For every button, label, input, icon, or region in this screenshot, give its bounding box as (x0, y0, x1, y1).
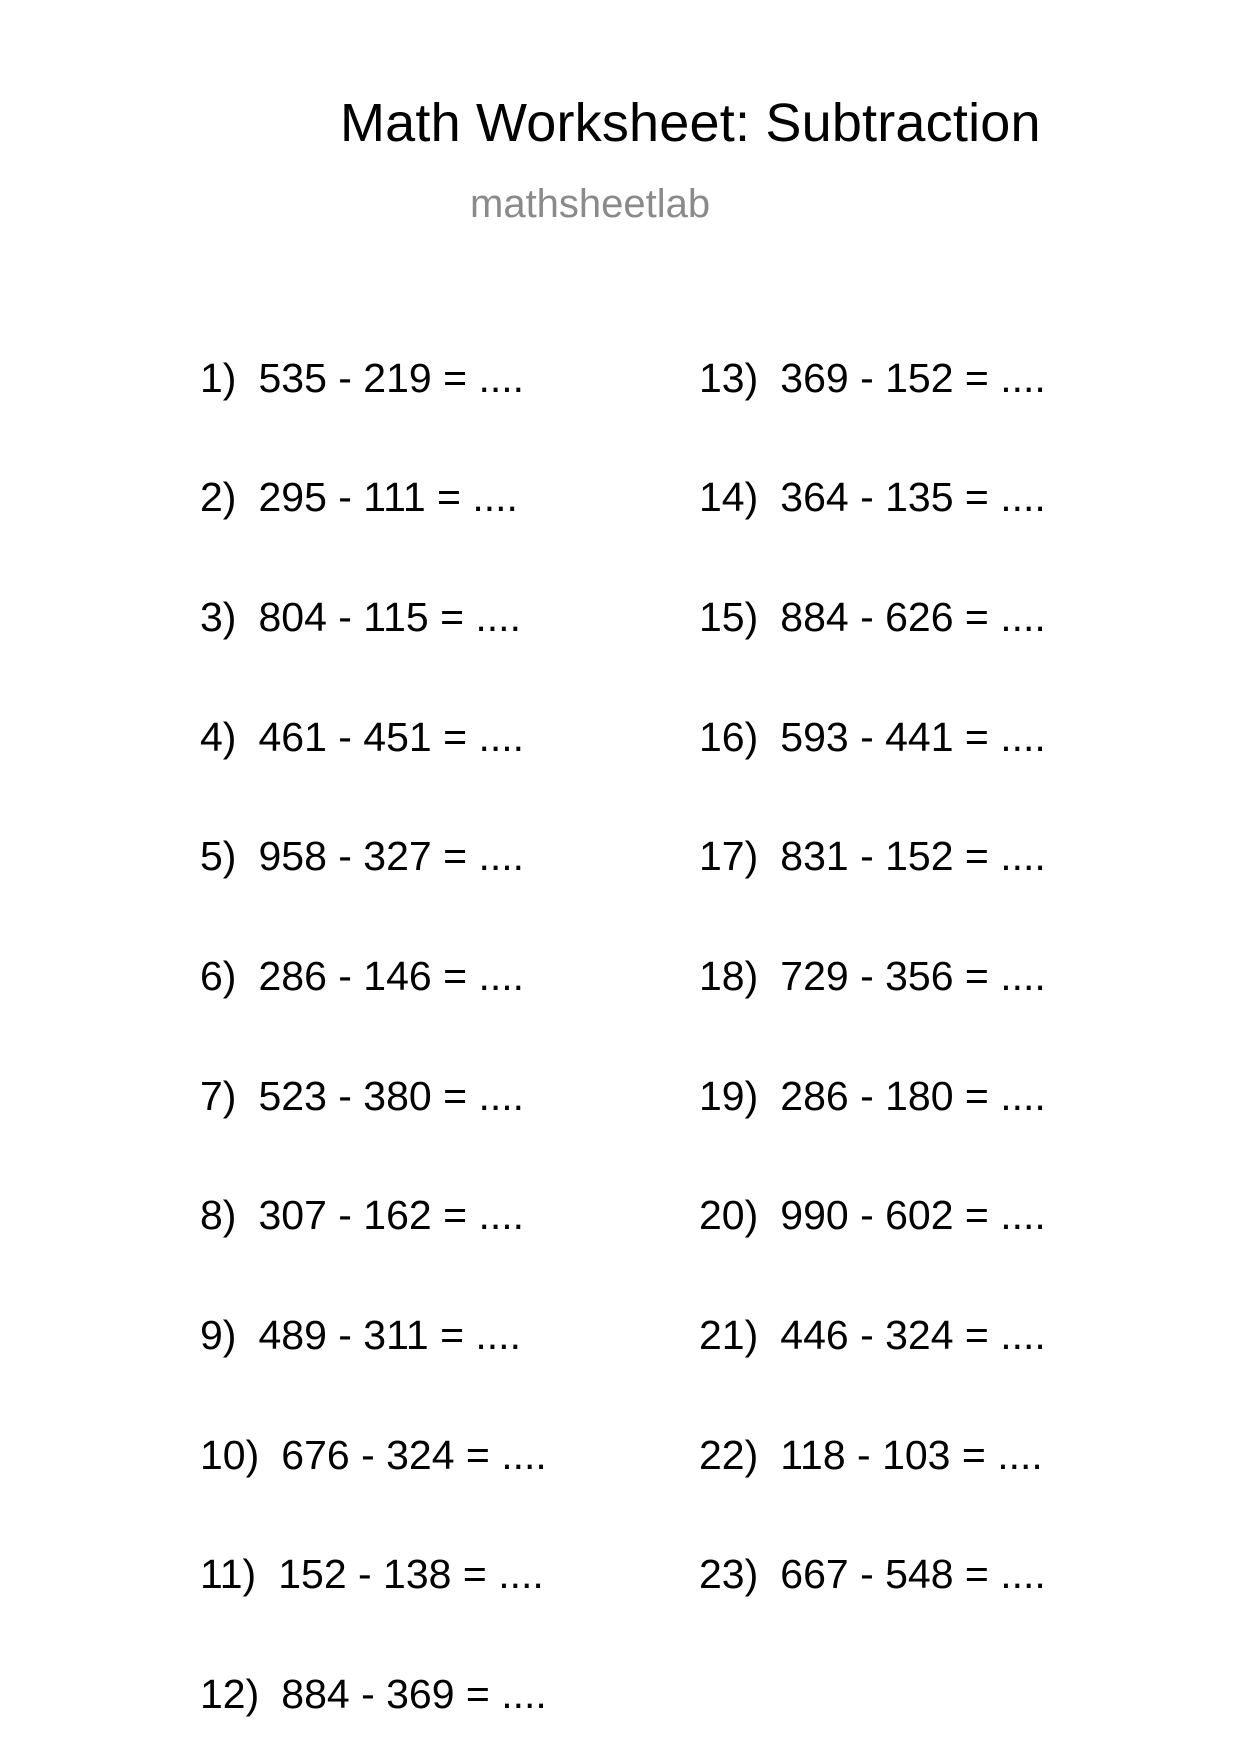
problem-expression: 461 - 451 = .... (258, 714, 525, 760)
problem-item (699, 1432, 1043, 1478)
problem-number: 8) (200, 1192, 237, 1238)
problem-number: 13) (699, 355, 759, 401)
problem-number: 1) (200, 355, 237, 401)
problem-expression: 804 - 115 = .... (258, 594, 521, 640)
problem-number: 3) (200, 594, 237, 640)
problem-number: 6) (200, 953, 237, 999)
problem-expression: 523 - 380 = .... (258, 1073, 525, 1119)
problem-item (200, 1312, 521, 1358)
problem-item (200, 833, 525, 879)
problem-expression: 307 - 162 = .... (258, 1192, 525, 1238)
problem-number: 10) (200, 1432, 260, 1478)
problem-item (200, 1073, 525, 1119)
problem-number: 23) (699, 1551, 759, 1597)
problem-expression: 729 - 356 = .... (780, 953, 1046, 999)
problem-expression: 593 - 441 = .... (780, 714, 1046, 760)
problem-expression: 535 - 219 = .... (258, 355, 525, 401)
problem-number: 20) (699, 1192, 759, 1238)
problem-expression: 884 - 369 = .... (281, 1671, 547, 1717)
problem-number: 4) (200, 714, 237, 760)
problem-item (699, 1312, 1046, 1358)
problem-item (699, 474, 1046, 520)
problem-item (200, 594, 521, 640)
problem-number: 16) (699, 714, 759, 760)
problem-number: 18) (699, 953, 759, 999)
problem-item (699, 714, 1046, 760)
problem-item (699, 833, 1046, 879)
problem-item (699, 355, 1046, 401)
problem-item (699, 1073, 1046, 1119)
worksheet-title: Math Worksheet: Subtraction (340, 93, 1041, 153)
problem-expression: 364 - 135 = .... (780, 474, 1046, 520)
problem-number: 2) (200, 474, 237, 520)
problem-item (200, 355, 525, 401)
problem-item (200, 1551, 544, 1597)
problem-expression: 958 - 327 = .... (258, 833, 525, 879)
problem-expression: 118 - 103 = .... (780, 1432, 1043, 1478)
problem-item (200, 1432, 547, 1478)
problem-number: 21) (699, 1312, 759, 1358)
problem-item (699, 1551, 1046, 1597)
problem-item (200, 953, 525, 999)
problem-item (699, 594, 1046, 640)
problem-item (200, 1671, 547, 1717)
problem-expression: 667 - 548 = .... (780, 1551, 1046, 1597)
problem-expression: 884 - 626 = .... (780, 594, 1046, 640)
problem-item (200, 714, 525, 760)
problem-expression: 831 - 152 = .... (780, 833, 1046, 879)
problem-number: 11) (200, 1551, 257, 1597)
problem-number: 14) (699, 474, 759, 520)
problem-expression: 369 - 152 = .... (780, 355, 1046, 401)
problem-number: 15) (699, 594, 759, 640)
problem-number: 17) (699, 833, 759, 879)
problem-number: 9) (200, 1312, 237, 1358)
problem-expression: 446 - 324 = .... (780, 1312, 1046, 1358)
problem-expression: 286 - 180 = .... (780, 1073, 1046, 1119)
problem-item (699, 1192, 1046, 1238)
problem-expression: 295 - 111 = .... (258, 474, 518, 520)
problem-item (200, 474, 518, 520)
problem-number: 22) (699, 1432, 759, 1478)
problem-expression: 990 - 602 = .... (780, 1192, 1046, 1238)
problem-item (200, 1192, 525, 1238)
problem-number: 12) (200, 1671, 260, 1717)
problem-number: 5) (200, 833, 237, 879)
problem-expression: 152 - 138 = .... (278, 1551, 544, 1597)
worksheet-brand: mathsheetlab (470, 182, 711, 226)
problem-expression: 286 - 146 = .... (258, 953, 525, 999)
problem-expression: 676 - 324 = .... (281, 1432, 547, 1478)
problem-number: 19) (699, 1073, 759, 1119)
problem-item (699, 953, 1046, 999)
problem-number: 7) (200, 1073, 237, 1119)
problem-expression: 489 - 311 = .... (258, 1312, 521, 1358)
